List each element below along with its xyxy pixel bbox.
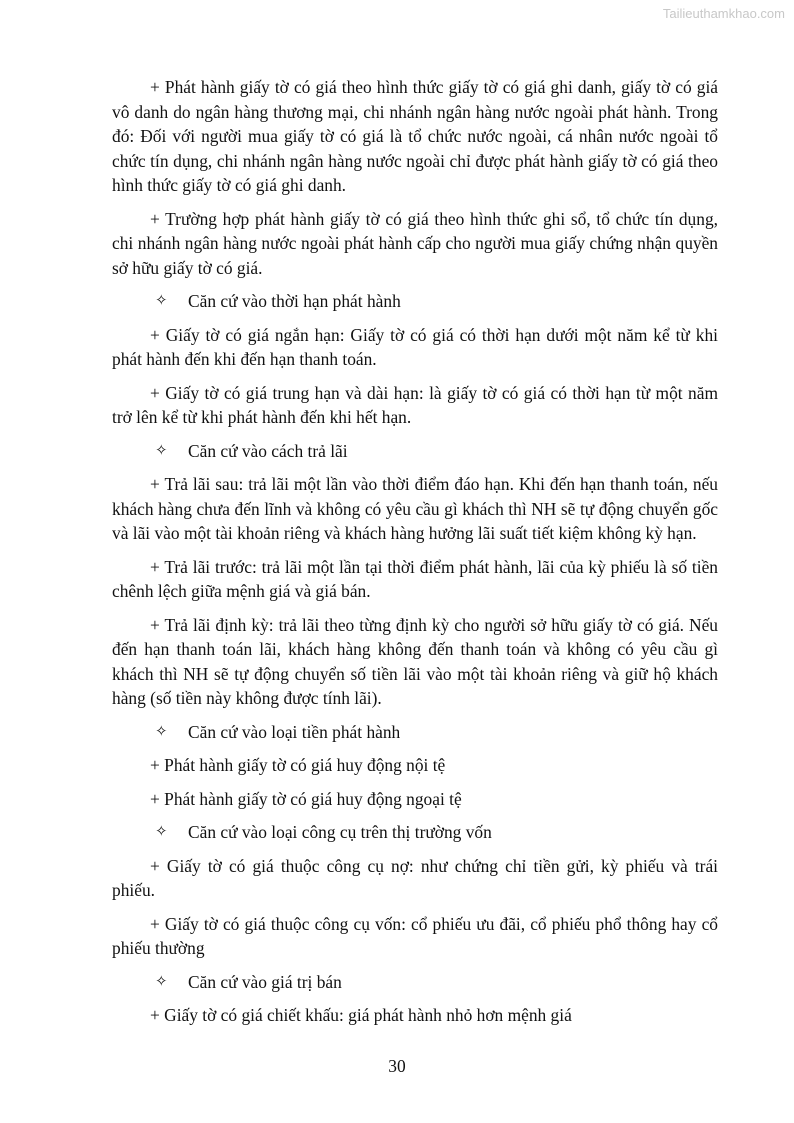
- paragraph: + Trả lãi định kỳ: trả lãi theo từng định kỳ cho người sở hữu giấy tờ có giá. Nếu đến hạn thanh toán lãi, khách hàng không đến thanh toán và không có yêu cầu gì khách thì NH sẽ tự động chuyển số tiền lãi vào một tài khoản riêng và giữ hộ khách hàng (số tiền này không được tính lãi).: [112, 614, 718, 708]
- paragraph: + Phát hành giấy tờ có giá huy động nội tệ: [150, 755, 446, 775]
- paragraph: + Giấy tờ có giá thuộc công cụ vốn: cổ phiếu ưu đãi, cổ phiếu phổ thông hay cổ phiếu thường: [112, 913, 718, 958]
- watermark: Tailieuthamkhao.com: [662, 6, 785, 21]
- section-heading: [112, 439, 718, 464]
- paragraph: + Trường hợp phát hành giấy tờ có giá theo hình thức ghi sổ, tổ chức tín dụng, chi nhánh ngân hàng nước ngoài phát hành cấp cho người mua giấy chứng nhận quyền sở hữu giấy tờ có giá.: [112, 208, 718, 278]
- section-heading: [112, 720, 718, 745]
- paragraph: + Trả lãi trước: trả lãi một lần tại thời điểm phát hành, lãi của kỳ phiếu là số tiền chênh lệch giữa mệnh giá và giá bán.: [112, 556, 718, 601]
- heading-text: Căn cứ vào loại tiền phát hành: [188, 721, 401, 742]
- page-number: 30: [388, 1056, 406, 1076]
- star-bullet-icon: ✧: [155, 293, 168, 309]
- section-heading: [112, 970, 718, 995]
- section-heading: [112, 820, 718, 845]
- paragraph: + Giấy tờ có giá thuộc công cụ nợ: như chứng chỉ tiền gửi, kỳ phiếu và trái phiếu.: [112, 855, 718, 900]
- paragraph: + Trả lãi sau: trả lãi một lần vào thời điểm đáo hạn. Khi đến hạn thanh toán, nếu khách hàng chưa đến lĩnh và không có yêu cầu gì khách thì NH sẽ tự động chuyển gốc và lãi vào một tài khoản riêng và khách hàng hưởng lãi suất tiết kiệm không kỳ hạn.: [112, 474, 718, 543]
- section-heading: [112, 289, 718, 314]
- paragraph: + Giấy tờ có giá ngắn hạn: Giấy tờ có giá có thời hạn dưới một năm kể từ khi phát hành đến khi đến hạn thanh toán.: [112, 324, 718, 369]
- document-body: [112, 75, 718, 1037]
- paragraph: + Phát hành giấy tờ có giá huy động ngoại tệ: [150, 788, 462, 809]
- heading-text: Căn cứ vào loại công cụ trên thị trường vốn: [188, 822, 492, 842]
- paragraph: + Phát hành giấy tờ có giá theo hình thức giấy tờ có giá ghi danh, giấy tờ có giá vô danh do ngân hàng thương mại, chi nhánh ngân hàng nước ngoài phát hành. Trong đó: Đối với người mua giấy tờ có giá là tổ chức nước ngoài, cá nhân nước ngoài tổ chức tín dụng, chi nhánh ngân hàng nước ngoài chỉ được phát hành giấy tờ có giá theo hình thức giấy tờ có giá ghi danh.: [112, 77, 718, 195]
- heading-text: Căn cứ vào cách trả lãi: [188, 440, 348, 461]
- star-bullet-icon: ✧: [155, 723, 168, 740]
- heading-text: Căn cứ vào thời hạn phát hành: [188, 291, 401, 311]
- star-bullet-icon: ✧: [155, 973, 168, 990]
- paragraph: + Giấy tờ có giá trung hạn và dài hạn: là giấy tờ có giá có thời hạn từ một năm trở lên kể từ khi phát hành đến khi hết hạn.: [112, 382, 718, 427]
- star-bullet-icon: ✧: [155, 824, 168, 840]
- heading-text: Căn cứ vào giá trị bán: [188, 971, 342, 992]
- paragraph: + Giấy tờ có giá chiết khấu: giá phát hành nhỏ hơn mệnh giá: [150, 1005, 572, 1025]
- star-bullet-icon: ✧: [155, 442, 168, 459]
